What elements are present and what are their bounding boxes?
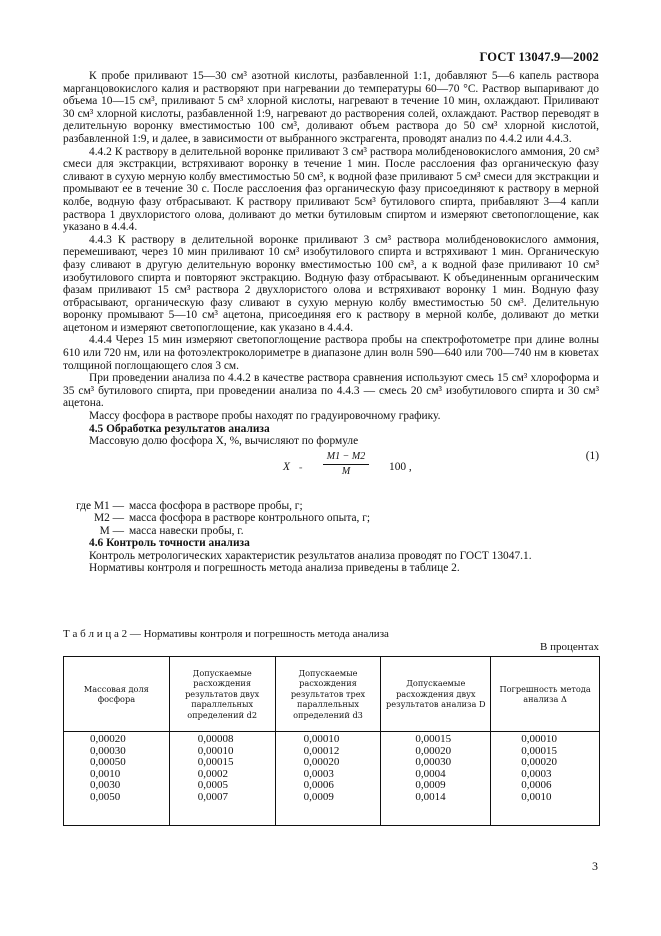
table-cell: 0,00010 [303,733,340,745]
table-cell: 0,0010 [521,790,552,803]
table-cell: 0,0007 [197,790,229,803]
table-caption: Т а б л и ц а 2 — Нормативы контроля и погрешность метода анализа [63,628,389,640]
table-column-D [381,732,491,826]
table-cell: 0,0006 [303,779,334,791]
table-column-mass-fraction [64,732,170,826]
paragraph-4-4-4: 4.4.4 Через 15 мин измеряют светопоглощение раствора пробы на спектрофотометре при длине волны 610 или 720 нм, или на фотоэлектроколориметре в диапазоне длин волн 590—640 или 700—740 нм в кюветах толщиной поглощающего слоя 3 см. [63,334,599,372]
paragraph-sample-prep: К пробе приливают 15—30 см³ азотной кислоты, разбавленной 1:1, добавляют 5—6 капель раствора марганцовокислого калия и растворяют при нагревании до температуры 60—70 °С. Раствор выпаривают до объема 10—15 см³, приливают 5 см³ хлорной кислоты, нагревают в течение 10 мин, охлаждают. Приливают 30 см³ хлорной кислоты, разбавленной 1:9, нагревают до растворения солей, охлаждают. Раствор переводят в делительную воронку вместимостью 100 см³, доливают объем раствора до 50 см³ хлорной кислотой, разбавленной 1:9, и далее, в зависимости от выбранного экстрагента, проводят анализ по 4.4.2 или 4.4.3. [63,70,599,145]
table-data-row [64,732,600,826]
table-header-cell: Допускаемые расхождения результатов трех параллельных определений d3 [275,657,381,732]
formula-legend [63,500,599,537]
table-cell: 0,0005 [197,779,229,791]
paragraph-calibration: Массу фосфора в растворе пробы находят по градуировочному графику. [89,410,441,423]
table-cell: 0,00020 [521,756,557,768]
table-header-cell: Допускаемые расхождения результатов двух параллельных определений d2 [169,657,275,732]
legend-symbol: M2 — [93,512,124,525]
table-cell: 0,00020 [303,756,340,768]
table-cell: 0,0009 [415,779,446,791]
table-cell: 0,00015 [521,744,557,757]
formula-factor: 100 , [389,460,412,473]
table-unit: В процентах [540,641,599,653]
table-cell: 0,00010 [521,733,557,745]
document-body [63,70,599,575]
table-cell: 0,00050 [90,756,126,768]
table-cell: 0,00030 [90,744,126,757]
section-4-6-line-2: Нормативы контроля и погрешность метода анализа приведены в таблице 2. [89,562,460,575]
formula-equals: = [299,465,303,472]
table-cell: 0,0030 [90,779,121,791]
section-4-6-heading: 4.6 Контроль точности анализа [89,537,250,550]
tolerance-table [63,656,600,826]
table-cell: 0,00015 [415,733,452,745]
table-cell: 0,00020 [90,733,126,745]
legend-row [63,500,599,512]
table-column-d2 [169,732,275,826]
table-header-cell: Массовая доля фосфора [64,657,170,732]
table-cell: 0,00010 [197,744,234,757]
paragraph-4-4-2: 4.4.2 К раствору в делительной воронке приливают 3 см³ раствора молибденовокислого аммония, 20 см³ смеси для экстракции, встряхивают воронку в течение 1 мин. После расслоения фаз органическую фазу сливают в сухую мерную колбу вместимостью 50 см³, к водной фазе приливают 5 см³ смеси для экстракции и промывают ее в течение 30 с. После расслоения фаз органическую фазу присоединяют к раствору в мерной колбе, водную фазу отбрасывают. К раствору приливают 5см³ бутилового спирта, прибавляют 3—4 капли раствора 1 двухлористого олова, доливают до метки бутиловым спиртом и измеряют светопоглощение, как указано в 4.4.4. [63,145,599,234]
formula-denominator: M [341,466,351,478]
table-cell: 0,0009 [303,790,334,803]
paragraph-reference-solution: При проведении анализа по 4.4.2 в качестве раствора сравнения используют смесь 15 см³ хлороформа и 35 см³ бутилового спирта, при проведении анализа по 4.4.3 — смесь 20 см³ изобутилового спирта и 30 см³ ацетона. [63,372,599,410]
legend-symbol: M — [99,524,124,537]
legend-text: масса навески пробы, г. [129,524,244,537]
legend-row [63,512,599,524]
page-number: 3 [592,859,598,873]
table-header-row [64,657,600,732]
legend-symbol: где M1 — [76,499,124,512]
table-cell: 0,0004 [415,767,446,780]
formula-number: (1) [585,449,599,462]
formula-intro: Массовую долю фосфора X, %, вычисляют по формуле [89,435,359,448]
formula-fraction [309,451,383,479]
legend-row [63,525,599,537]
table-cell: 0,00020 [415,744,452,757]
table-cell: 0,0050 [90,790,121,803]
standard-header: ГОСТ 13047.9—2002 [479,50,599,64]
paragraph-4-4-3: 4.4.3 К раствору в делительной воронке приливают 3 см³ раствора молибденовокислого аммония, перемешивают, через 10 мин приливают 10 см³ изобутилового спирта и встряхивают 1 мин. Органическую фазу сливают в другую делительную воронку вместимостью 100 см³, а к водной фазе приливают 10 см³ изобутилового спирта и повторяют экстракцию. Водную фазу отбрасывают. К объединенным органическим фазам приливают 15 см³ раствора 2 двухлористого олова и встряхивают воронку 1 мин. Водную фазу отбрасывают, органическую фазу сливают в сухую мерную колбу вместимостью 50 см³. Делительную воронку промывают 5—10 см³ ацетона, присоединяя его к раствору в мерной колбе, доливают до метки ацетоном и измеряют светопоглощение, как указано в 4.4.4. [63,233,599,334]
table-cell: 0,0002 [197,767,229,780]
formula-lhs: X [283,460,290,473]
table-cell: 0,00012 [303,744,340,757]
formula-numerator: M1 − M2 [323,451,369,466]
table-header-cell: Допускаемые расхождения двух результатов анализа D [381,657,491,732]
table-header-cell: Погрешность метода анализа Δ [491,657,600,732]
table-column-error [491,732,600,826]
table-cell: 0,0003 [521,767,552,780]
legend-text: масса фосфора в растворе пробы, г; [129,499,303,512]
section-4-6-line-1: Контроль метрологических характеристик результатов анализа проводят по ГОСТ 13047.1. [89,549,532,562]
formula-1 [63,450,599,494]
table-cell: 0,0003 [303,767,334,780]
table-cell: 0,00008 [197,733,234,745]
table-cell: 0,0010 [90,767,121,780]
table-cell: 0,00030 [415,756,452,768]
table-column-d3 [275,732,381,826]
table-cell: 0,00015 [197,756,234,768]
table-cell: 0,0006 [521,779,552,791]
legend-text: масса фосфора в растворе контрольного опыта, г; [129,512,371,525]
table-cell: 0,0014 [415,790,446,803]
section-4-5-heading: 4.5 Обработка результатов анализа [89,422,270,435]
